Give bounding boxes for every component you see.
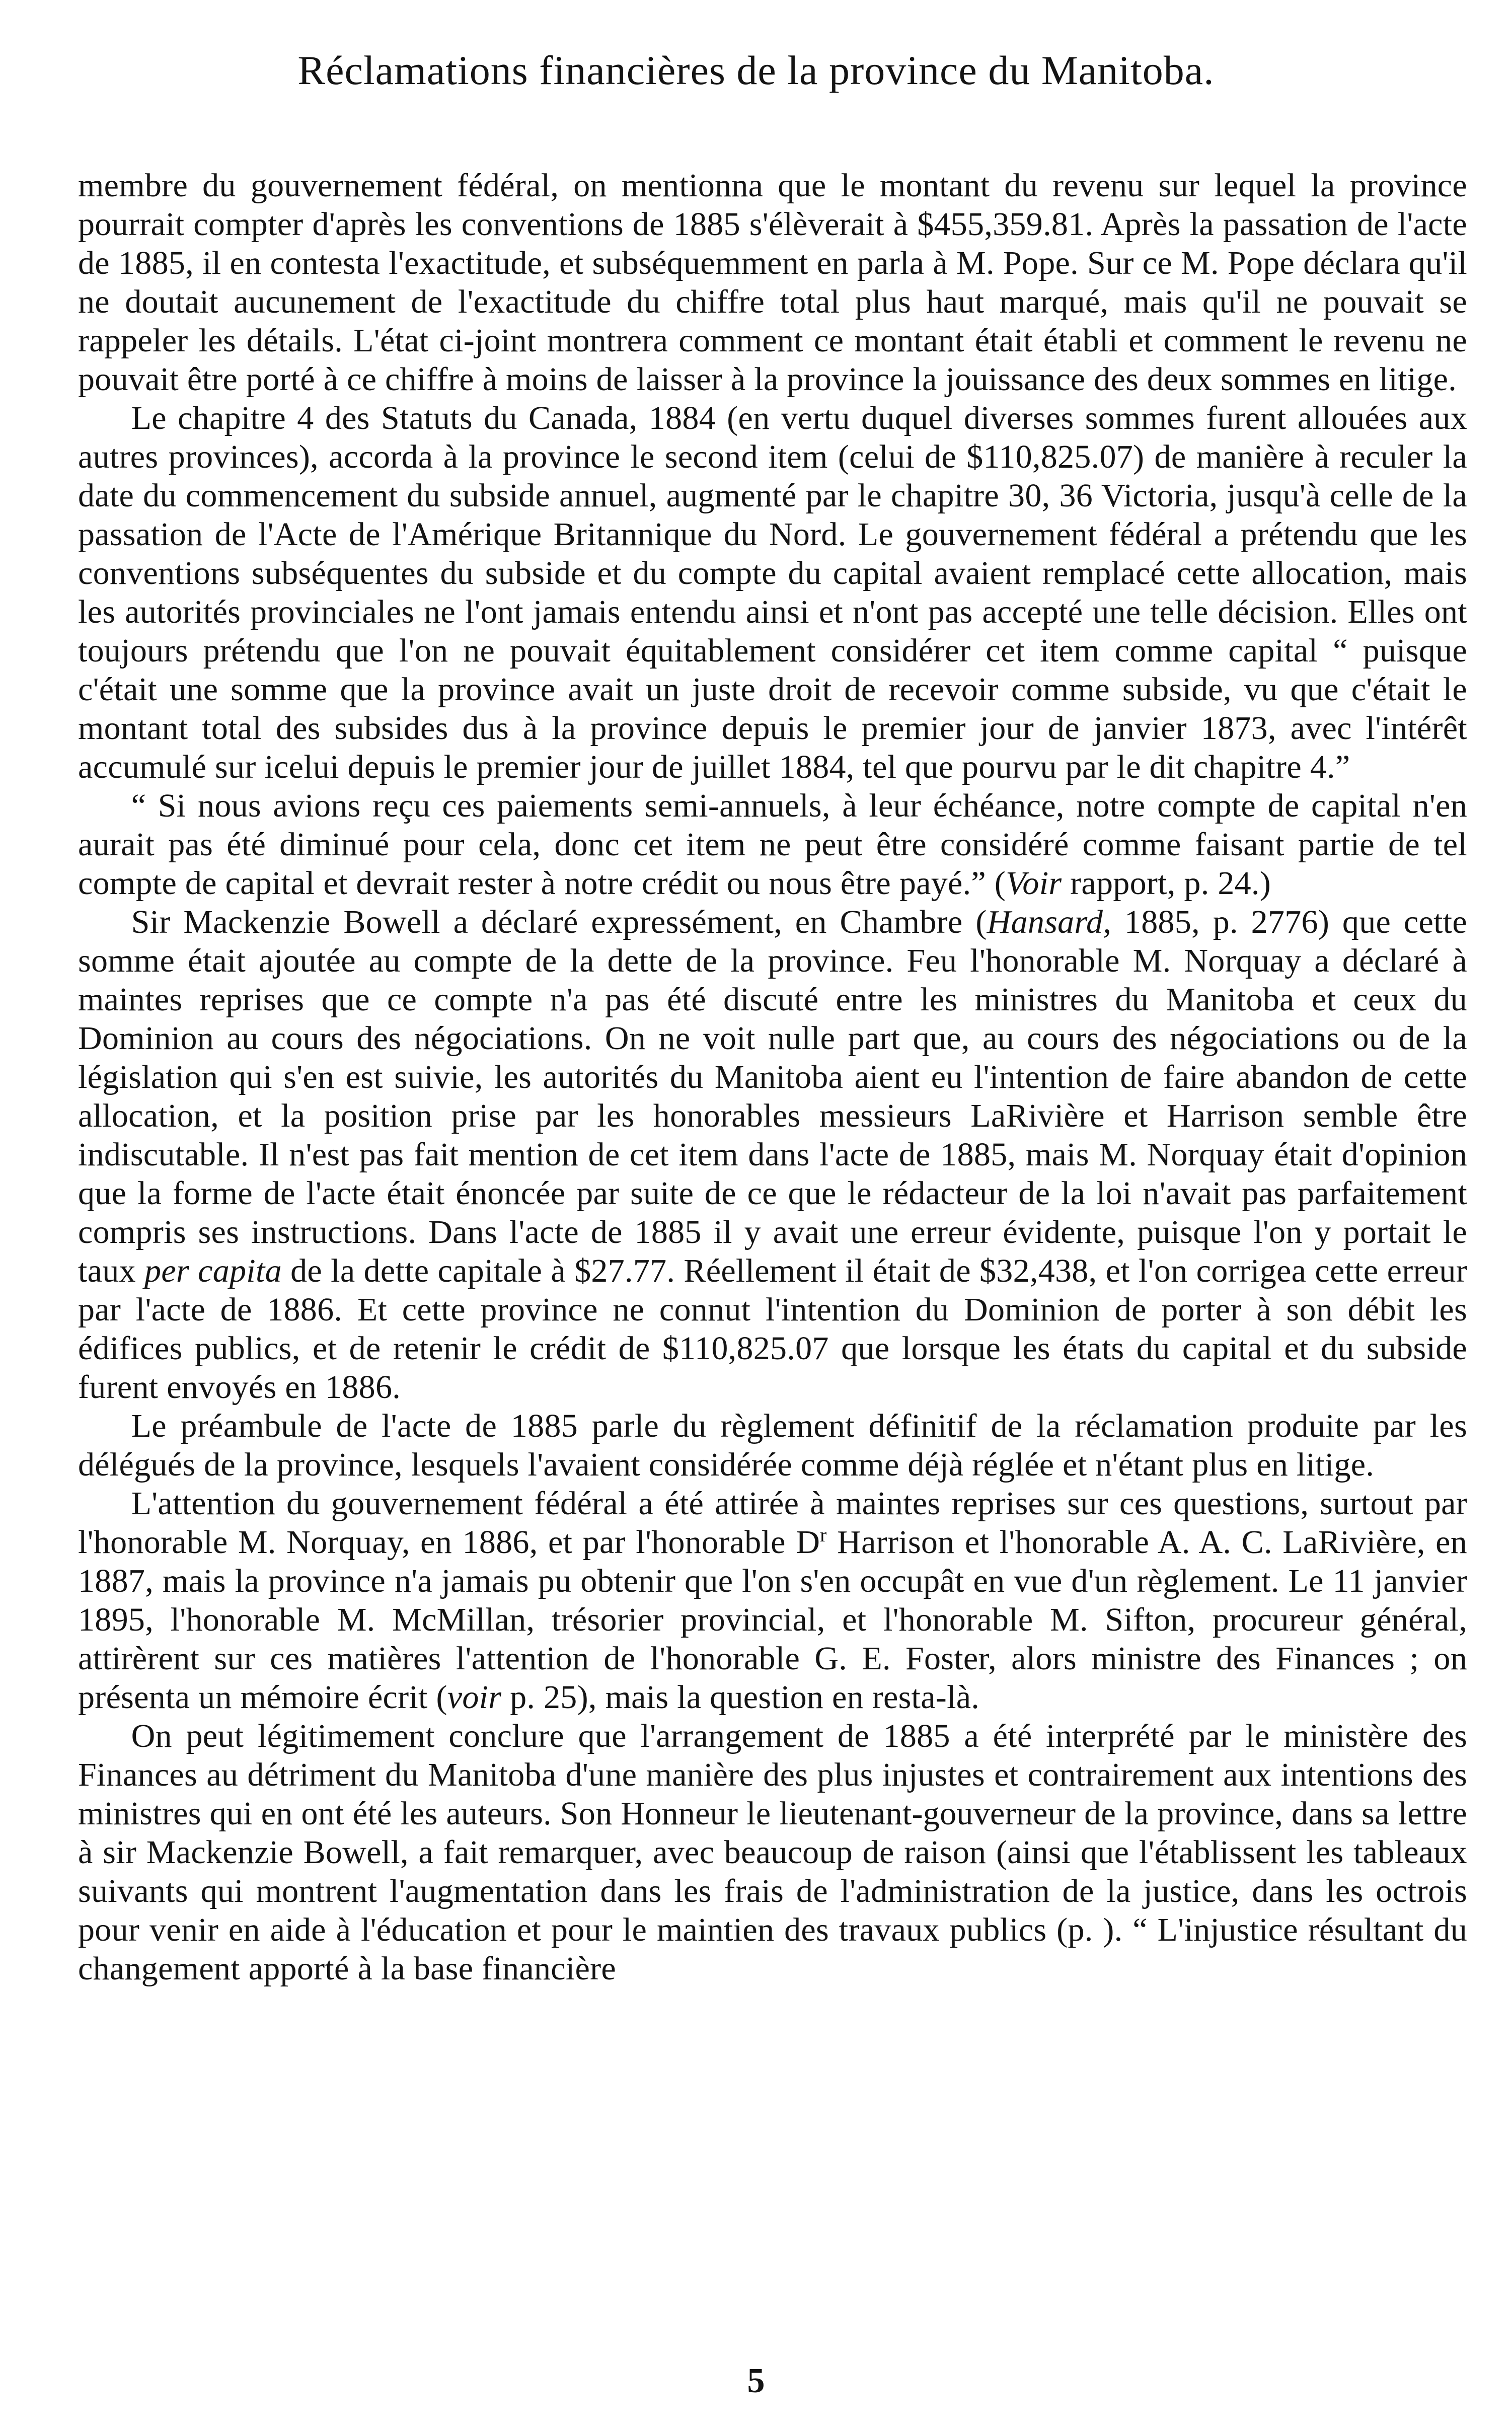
per-capita-term: per capita — [144, 1252, 282, 1289]
reference-voir: Voir — [1006, 865, 1062, 902]
p6-text-c: p. 25), mais la question en resta-là. — [501, 1679, 980, 1716]
doctor-abbrev-sup: r — [820, 1524, 827, 1546]
p4-text-b: , 1885, p. 2776) que cette somme était ajoutée au compte de la dette de la province. Feu l'honorable M. Norquay a déclaré à maintes reprises que ce compte n'a pas été discuté entre les ministres du Manitoba et ceux du Dominion au cours des négociations. On ne voit nulle part que, au cours des négociations ou de la législation qui s'en est suivie, les autorités du Manitoba aient eu l'intention de faire abandon de cette allocation, et la position prise par les honorables messieurs LaRivière et Harrison semble être indiscutable. Il n'est pas fait mention de cet item dans l'acte de 1885, mais M. Norquay était d'opinion que la forme de l'acte était énoncée par suite de ce que le rédacteur de la loi n'avait pas parfaitement compris ses instructions. Dans l'acte de 1885 il y avait une erreur évidente, puisque l'on y portait le taux — [78, 904, 1467, 1289]
page-number: 5 — [747, 2362, 765, 2400]
paragraph-1: membre du gouvernement fédéral, on mentionna que le montant du revenu sur lequel la province pourrait compter d'après les conventions de 1885 s'élèverait à $455,359.81. Après la passation de l'acte de 1885, il en contesta l'exactitude, et subséquemment en parla à M. Pope. Sur ce M. Pope déclara qu'il ne doutait aucunement de l'exactitude du chiffre total plus haut marqué, mais qu'il ne pouvait se rappeler les détails. L'état ci-joint montrera comment ce montant était établi et comment le revenu ne pouvait être porté à ce chiffre à moins de laisser à la province la jouissance des deux sommes en litige. — [78, 167, 1467, 398]
voir-reference: voir — [447, 1679, 502, 1716]
paragraph-6 — [78, 1484, 1467, 1717]
quote-text: “ Si nous avions reçu ces paiements semi-annuels, à leur échéance, notre compte de capital n'en aurait pas été diminué pour cela, donc cet item ne peut être considéré comme faisant partie de tel compte de capital et devrait rester à notre crédit ou nous être payé.” — [78, 787, 1467, 902]
reference-close: rapport, p. 24.) — [1062, 865, 1271, 902]
paragraph-7: On peut légitimement conclure que l'arrangement de 1885 a été interprété par le ministère des Finances au détriment du Manitoba d'une manière des plus injustes et contrairement aux intentions des ministres qui en ont été les auteurs. Son Honneur le lieutenant-gouverneur de la province, dans sa lettre à sir Mackenzie Bowell, a fait remarquer, avec beaucoup de raison (ainsi que l'établissent les tableaux suivants qui montrent l'augmentation dans les frais de l'administration de la justice, dans les octrois pour venir en aide à l'éducation et pour le maintien des travaux publics (p. ). “ L'injustice résultant du changement apporté à la base financière — [78, 1718, 1467, 1987]
running-head: Réclamations financières de la province du Manitoba. — [297, 47, 1215, 93]
reference-open: ( — [994, 865, 1006, 902]
p6-text-b: Harrison et l'honorable A. A. C. LaRivière, en 1887, mais la province n'a jamais pu obtenir que l'on s'en occupât en vue d'un règlement. Le 11 janvier 1895, l'honorable M. McMillan, trésorier provincial, et l'honorable M. Sifton, procureur général, attirèrent sur ces matières l'attention de l'honorable G. E. Foster, alors ministre des Finances ; on présenta un mémoire écrit ( — [78, 1524, 1467, 1716]
paragraph-3 — [78, 786, 1467, 903]
paragraph-4 — [78, 903, 1467, 1407]
p6-text-a: L'attention du gouvernement fédéral a été attirée à maintes reprises sur ces questions, surtout par l'honorable M. Norquay, en 1886, et par l'honorable D — [78, 1485, 1467, 1561]
p4-text-a: Sir Mackenzie Bowell a déclaré expressément, en Chambre ( — [131, 904, 987, 940]
hansard-citation: Hansard — [987, 904, 1103, 940]
paragraph-5: Le préambule de l'acte de 1885 parle du règlement définitif de la réclamation produite par les délégués de la province, lesquels l'avaient considérée comme déjà réglée et n'étant plus en litige. — [78, 1408, 1467, 1483]
p4-text-c: de la dette capitale à $27.77. Réellement il était de $32,438, et l'on corrigea cette erreur par l'acte de 1886. Et cette province ne connut l'intention du Dominion de porter à son débit les édifices publics, et de retenir le crédit de $110,825.07 que lorsque les états du capital et du subside furent envoyés en 1886. — [78, 1252, 1467, 1406]
body-text — [78, 166, 1467, 1988]
paragraph-2: Le chapitre 4 des Statuts du Canada, 1884 (en vertu duquel diverses sommes furent allouées aux autres provinces), accorda à la province le second item (celui de $110,825.07) de manière à reculer la date du commencement du subside annuel, augmenté par le chapitre 30, 36 Victoria, jusqu'à celle de la passation de l'Acte de l'Amérique Britannique du Nord. Le gouvernement fédéral a prétendu que les conventions subséquentes du subside et du compte du capital avaient remplacé cette allocation, mais les autorités provinciales ne l'ont jamais entendu ainsi et n'ont pas accepté une telle décision. Elles ont toujours prétendu que l'on ne pouvait équitablement considérer cet item comme capital “ puisque c'était une somme que la province avait un juste droit de recevoir comme subside, vu que c'était le montant total des subsides dus à la province depuis le premier jour de janvier 1873, avec l'intérêt accumulé sur icelui depuis le premier jour de juillet 1884, tel que pourvu par le dit chapitre 4.” — [78, 400, 1467, 785]
